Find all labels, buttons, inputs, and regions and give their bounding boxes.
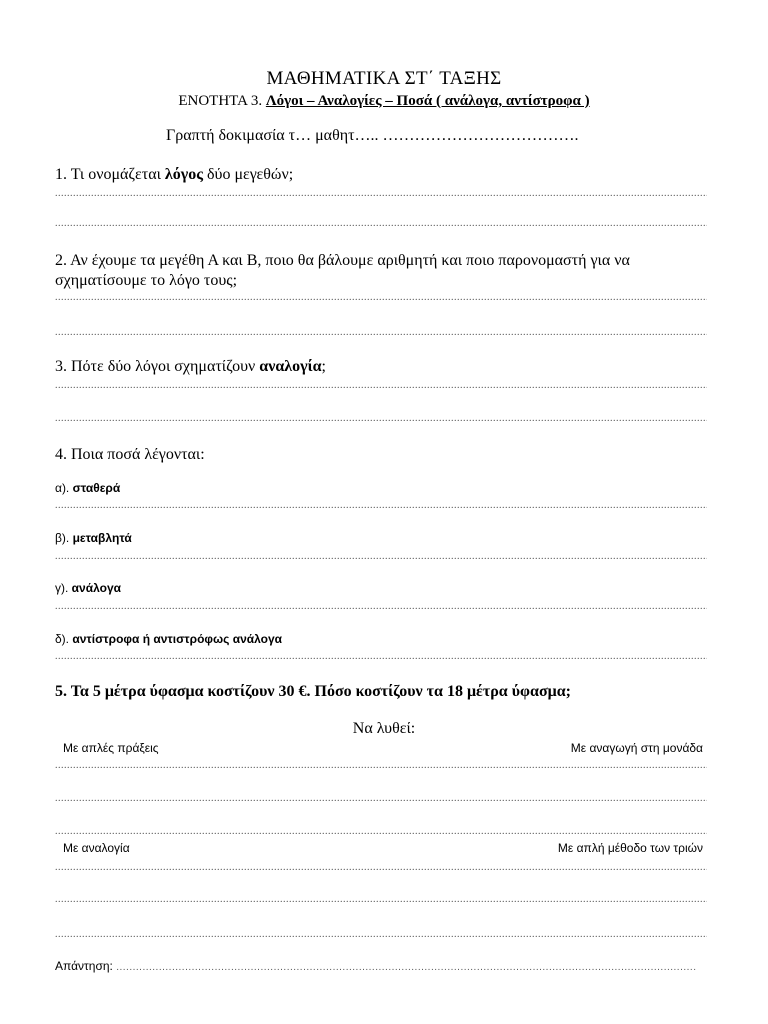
method-rule-of-three-label: Με απλή μέθοδο των τριών	[557, 841, 703, 855]
answer-line[interactable]	[55, 601, 707, 612]
question-3-text-end: ;	[321, 358, 326, 375]
test-student-line: Γραπτή δοκιμασία τ… μαθητ….. ……………………………….	[166, 127, 579, 144]
worksheet-title: ΜΑΘΗΜΑΤΙΚΑ ΣΤ΄ ΤΑΞΗΣ	[266, 68, 502, 89]
answer-line[interactable]	[55, 651, 707, 662]
unit-topic: Λόγοι – Αναλογίες – Ποσά ( ανάλογα, αντίστροφα )	[265, 93, 590, 109]
method-unit-label: Με αναγωγή στη μονάδα	[570, 741, 703, 755]
question-5-text: 5. Τα 5 μέτρα ύφασμα κοστίζουν 30 €. Πόσο κοστίζουν τα 18 μέτρα ύφασμα;	[55, 683, 571, 700]
method-proportion-label: Με αναλογία	[63, 841, 130, 855]
work-line[interactable]	[55, 793, 707, 804]
unit-heading	[0, 93, 768, 110]
question-4: 4. Ποια ποσά λέγονται:	[55, 446, 205, 463]
option-c-label: ανάλογα	[71, 581, 122, 595]
question-2-line-2: σχηματίσουμε το λόγο τους;	[55, 272, 238, 289]
option-b	[55, 531, 132, 545]
answer-line[interactable]	[55, 292, 707, 303]
option-a	[55, 481, 120, 495]
work-line[interactable]	[55, 894, 707, 905]
solve-label: Να λυθεί:	[352, 720, 416, 737]
question-2-line-1: 2. Αν έχουμε τα μεγέθη Α και Β, ποιο θα βάλουμε αριθμητή και ποιο παρονομαστή για να	[55, 252, 630, 269]
work-line[interactable]	[55, 862, 707, 873]
unit-label: ΕΝΟΤΗΤΑ 3.	[178, 93, 263, 109]
question-1-keyword: λόγος	[164, 166, 203, 183]
option-a-label: σταθερά	[72, 481, 121, 495]
question-3	[55, 358, 326, 376]
question-5	[55, 683, 571, 701]
method-simple-label: Με απλές πράξεις	[63, 741, 159, 755]
option-c	[55, 581, 121, 595]
question-1	[55, 166, 293, 184]
option-d-prefix: δ).	[55, 632, 73, 646]
answer-line[interactable]	[55, 218, 707, 229]
answer-line[interactable]	[55, 327, 707, 338]
question-3-keyword: αναλογία	[259, 358, 322, 375]
answer-line[interactable]	[55, 413, 707, 424]
answer-label: Απάντηση:	[55, 959, 117, 973]
option-d-label: αντίστροφα ή αντιστρόφως ανάλογα	[72, 632, 283, 646]
option-b-label: μεταβλητά	[72, 531, 132, 545]
answer-line[interactable]	[55, 551, 707, 562]
answer-row	[55, 959, 696, 973]
answer-line[interactable]	[55, 380, 707, 391]
option-b-prefix: β).	[55, 531, 73, 545]
question-1-text-end: δύο μεγεθών;	[202, 166, 294, 183]
work-line[interactable]	[55, 929, 707, 940]
question-3-text: 3. Πότε δύο λόγοι σχηματίζουν	[55, 358, 260, 375]
option-c-prefix: γ).	[55, 581, 72, 595]
answer-line[interactable]	[55, 500, 707, 511]
final-answer-line[interactable]	[116, 962, 696, 973]
question-1-text: 1. Τι ονομάζεται	[55, 166, 165, 183]
work-line[interactable]	[55, 760, 707, 771]
answer-line[interactable]	[55, 188, 707, 199]
option-d	[55, 632, 282, 646]
option-a-prefix: α).	[55, 481, 73, 495]
work-line[interactable]	[55, 826, 707, 837]
